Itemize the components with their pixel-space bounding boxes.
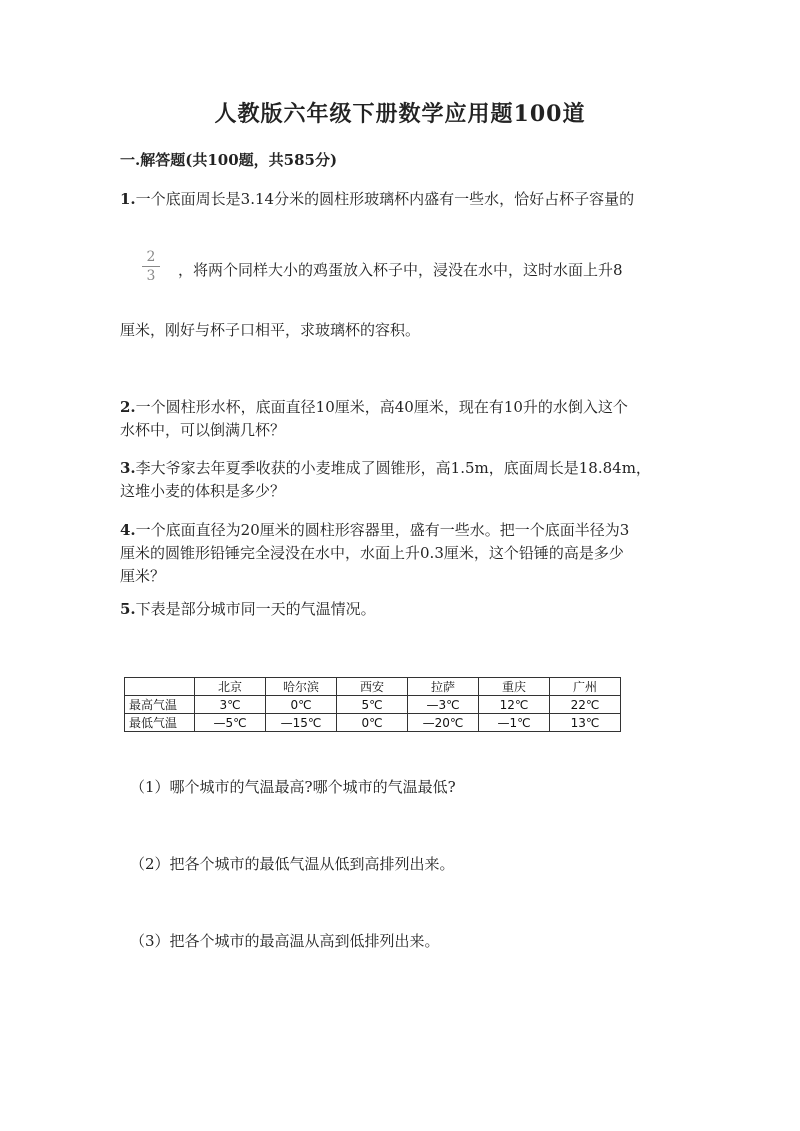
table-cell: —15℃ (266, 714, 337, 732)
problem-3-line-1 (120, 456, 651, 480)
table-header-cell: 哈尔滨 (266, 678, 337, 696)
table-cell: —20℃ (408, 714, 479, 732)
problem-text: 一个底面周长是3.14分米的圆柱形玻璃杯内盛有一些水，恰好占杯子容量的 (135, 190, 635, 208)
table-row-label: 最低气温 (125, 714, 195, 732)
subquestion-1: （1）哪个城市的气温最高?哪个城市的气温最低? (130, 778, 456, 796)
table-header-cell: 西安 (337, 678, 408, 696)
problem-number: 4. (120, 521, 136, 539)
problem-1-line-1 (120, 187, 634, 211)
table-cell: 13℃ (550, 714, 621, 732)
problem-number: 5. (120, 600, 136, 618)
table-header-cell: 重庆 (479, 678, 550, 696)
fraction (140, 249, 162, 284)
fraction-bar (142, 266, 160, 267)
table-cell: 0℃ (266, 696, 337, 714)
problem-text: 一个底面直径为20厘米的圆柱形容器里，盛有一些水。把一个底面半径为3 (135, 521, 630, 539)
table-row-label: 最高气温 (125, 696, 195, 714)
problem-text: 下表是部分城市同一天的气温情况。 (135, 600, 376, 618)
table-cell: —5℃ (195, 714, 266, 732)
table-header-cell: 拉萨 (408, 678, 479, 696)
problem-4-line-1 (120, 518, 629, 542)
page-title: 人教版六年级下册数学应用题100道 (214, 101, 586, 127)
table-cell: —1℃ (479, 714, 550, 732)
problem-1-line-3: 厘米，刚好与杯子口相平，求玻璃杯的容积。 (120, 321, 421, 339)
problem-5-line-1 (120, 597, 376, 621)
temperature-table (124, 677, 621, 732)
problem-4-line-3: 厘米？ (120, 567, 166, 585)
fraction-numerator: 2 (146, 249, 156, 265)
table-cell: 0℃ (337, 714, 408, 732)
problem-2-line-1 (120, 395, 628, 419)
table-header-cell: 北京 (195, 678, 266, 696)
table-row (125, 714, 621, 732)
problem-4-line-2: 厘米的圆锥形铅锤完全浸没在水中，水面上升0.3厘米，这个铅锤的高是多少 (120, 544, 624, 562)
problem-number: 2. (120, 398, 136, 416)
problem-text: 一个圆柱形水杯，底面直径10厘米，高40厘米，现在有10升的水倒入这个 (135, 398, 628, 416)
table-header-cell: 广州 (550, 678, 621, 696)
problem-number: 3. (120, 459, 136, 477)
problem-1-line-2: ，将两个同样大小的鸡蛋放入杯子中，浸没在水中，这时水面上升8 (178, 261, 623, 279)
table-row (125, 696, 621, 714)
subquestion-3: （3）把各个城市的最高温从高到低排列出来。 (130, 932, 440, 950)
table-cell: 5℃ (337, 696, 408, 714)
fraction-denominator: 3 (146, 268, 156, 284)
table-header-cell (125, 678, 195, 696)
subquestion-2: （2）把各个城市的最低气温从低到高排列出来。 (130, 855, 455, 873)
problem-number: 1. (120, 190, 136, 208)
section-heading: 一.解答题(共100题，共585分) (120, 151, 338, 169)
table-cell: 12℃ (479, 696, 550, 714)
table-cell: 3℃ (195, 696, 266, 714)
table-cell: 22℃ (550, 696, 621, 714)
table-cell: —3℃ (408, 696, 479, 714)
table-header-row (125, 678, 621, 696)
problem-2-line-2: 水杯中，可以倒满几杯？ (120, 421, 286, 439)
problem-text: 李大爷家去年夏季收获的小麦堆成了圆锥形，高1.5m，底面周长是18.84m， (135, 459, 651, 477)
problem-3-line-2: 这堆小麦的体积是多少？ (120, 482, 286, 500)
